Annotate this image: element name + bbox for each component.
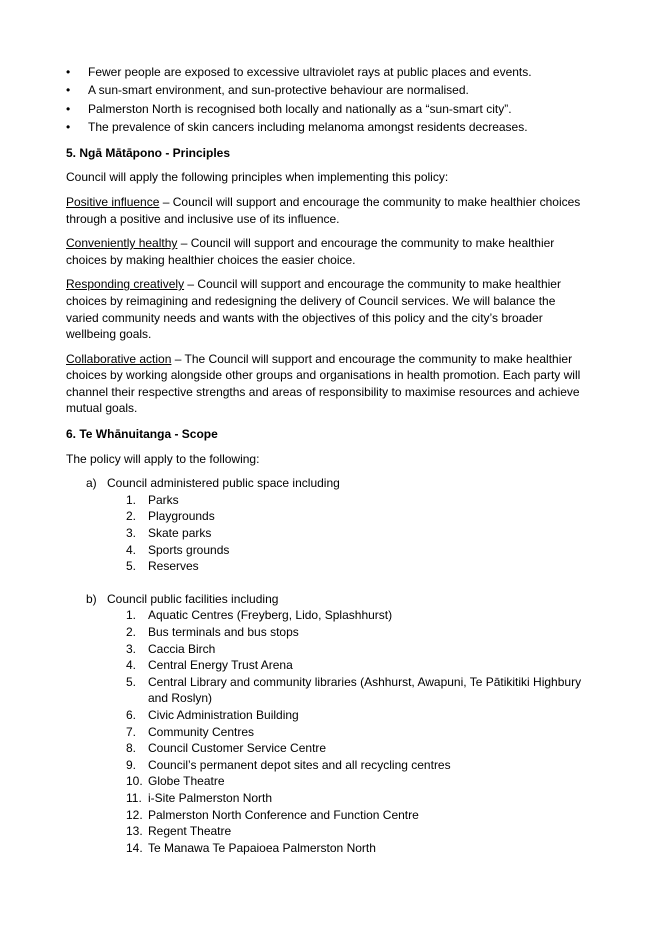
list-number: 6. — [126, 707, 137, 722]
principle-text: – Council will support and encourage the community to make healthier choices by reimagining and redesigning the delivery of Council services. We will balance the varied community needs and wants with the objectives of this policy and the city’s broader wellbeing goals. — [66, 277, 561, 342]
principle-paragraph — [66, 235, 584, 268]
list-number: 10. — [126, 774, 143, 789]
list-number: 7. — [126, 724, 137, 739]
list-text: Regent Theatre — [148, 824, 232, 839]
list-number: 2. — [126, 509, 137, 524]
list-number: 4. — [126, 542, 137, 557]
list-number: 13. — [126, 824, 143, 839]
bullet-item — [66, 119, 584, 136]
list-item — [107, 840, 584, 857]
section-6-heading: 6. Te Whānuitanga - Scope — [66, 427, 218, 442]
list-text: Globe Theatre — [148, 774, 225, 789]
outcomes-bullet-list — [66, 64, 584, 136]
list-text: i-Site Palmerston North — [148, 790, 273, 805]
list-number: 1. — [126, 608, 137, 623]
list-item — [107, 624, 584, 641]
bullet-item — [66, 82, 584, 99]
document-page — [66, 64, 584, 856]
list-text: Sports grounds — [148, 542, 230, 557]
list-spacer — [66, 575, 584, 591]
list-text: Parks — [148, 492, 179, 507]
list-text: Aquatic Centres (Freyberg, Lido, Splashhurst) — [148, 608, 393, 623]
list-number: 3. — [126, 641, 137, 656]
list-text: Central Library and community libraries (Ashhurst, Awapuni, Te Pātikitiki Highbury and Roslyn) — [148, 674, 582, 706]
list-number: 5. — [126, 559, 137, 574]
list-item — [107, 657, 584, 674]
list-text: Te Manawa Te Papaioea Palmerston North — [148, 840, 376, 855]
list-number: 5. — [126, 674, 137, 689]
list-item — [107, 823, 584, 840]
list-item — [107, 558, 584, 575]
public-facilities-list — [107, 607, 584, 856]
list-text: Bus terminals and bus stops — [148, 625, 299, 640]
bullet-icon: • — [66, 101, 71, 116]
list-text: Community Centres — [148, 724, 255, 739]
list-item — [107, 641, 584, 658]
bullet-item — [66, 101, 584, 118]
list-number: 12. — [126, 807, 143, 822]
principle-term: Positive influence — [66, 194, 160, 209]
scope-label: Council administered public space including — [107, 476, 340, 491]
list-item — [107, 492, 584, 509]
principle-term: Conveniently healthy — [66, 236, 178, 251]
section-5-intro: Council will apply the following principles when implementing this policy: — [66, 170, 449, 185]
principle-term: Responding creatively — [66, 277, 185, 292]
list-number: 8. — [126, 741, 137, 756]
scope-mark: b) — [86, 591, 97, 606]
list-number: 11. — [126, 790, 142, 805]
principle-paragraph — [66, 351, 584, 417]
list-text: Central Energy Trust Arena — [148, 658, 293, 673]
list-item — [107, 607, 584, 624]
list-item — [107, 807, 584, 824]
list-text: Council Customer Service Centre — [148, 741, 327, 756]
list-text: Palmerston North Conference and Function Centre — [148, 807, 419, 822]
list-item — [107, 707, 584, 724]
scope-list — [66, 475, 584, 856]
list-text: Playgrounds — [148, 509, 215, 524]
list-item — [107, 542, 584, 559]
bullet-icon: • — [66, 65, 71, 79]
list-item — [107, 674, 584, 707]
bullet-icon: • — [66, 120, 71, 135]
bullet-item — [66, 64, 584, 81]
list-item — [107, 790, 584, 807]
section-5-heading: 5. Ngā Mātāpono - Principles — [66, 145, 231, 160]
bullet-icon: • — [66, 83, 71, 98]
list-number: 1. — [126, 492, 137, 507]
list-item — [107, 773, 584, 790]
principle-text: – The Council will support and encourage the community to make healthier choices by working alongside other groups and organisations in health promotion. Each party will channel their respective strengths and areas of responsibility to maximise resources and achieve mutual goals. — [66, 351, 581, 416]
principle-paragraph — [66, 276, 584, 342]
public-space-list — [107, 492, 584, 575]
bullet-text: A sun-smart environment, and sun-protective behaviour are normalised. — [88, 83, 469, 98]
list-number: 9. — [126, 757, 137, 772]
list-text: Civic Administration Building — [148, 707, 299, 722]
list-text: Reserves — [148, 559, 199, 574]
bullet-text: Fewer people are exposed to excessive ultraviolet rays at public places and events. — [88, 65, 532, 79]
list-item — [107, 525, 584, 542]
principle-paragraph — [66, 194, 584, 227]
list-item — [107, 757, 584, 774]
scope-item-a — [66, 475, 584, 575]
scope-mark: a) — [86, 476, 97, 491]
bullet-text: The prevalence of skin cancers including melanoma amongst residents decreases. — [88, 120, 528, 135]
list-number: 3. — [126, 526, 137, 541]
list-number: 2. — [126, 625, 137, 640]
list-text: Skate parks — [148, 526, 212, 541]
scope-item-b — [66, 591, 584, 857]
list-text: Caccia Birch — [148, 641, 216, 656]
list-item — [107, 724, 584, 741]
list-item — [107, 508, 584, 525]
list-number: 4. — [126, 658, 137, 673]
list-text: Council’s permanent depot sites and all recycling centres — [148, 757, 451, 772]
list-item — [107, 740, 584, 757]
bullet-text: Palmerston North is recognised both locally and nationally as a “sun-smart city”. — [88, 101, 512, 116]
section-6-intro: The policy will apply to the following: — [66, 451, 260, 466]
list-number: 14. — [126, 840, 143, 855]
principle-text: – Council will support and encourage the community to make healthier choices by making healthier choices the easier choice. — [66, 236, 555, 267]
scope-label: Council public facilities including — [107, 591, 279, 606]
principle-term: Collaborative action — [66, 351, 172, 366]
principle-text: – Council will support and encourage the community to make healthier choices through a positive and inclusive use of its influence. — [66, 194, 581, 226]
